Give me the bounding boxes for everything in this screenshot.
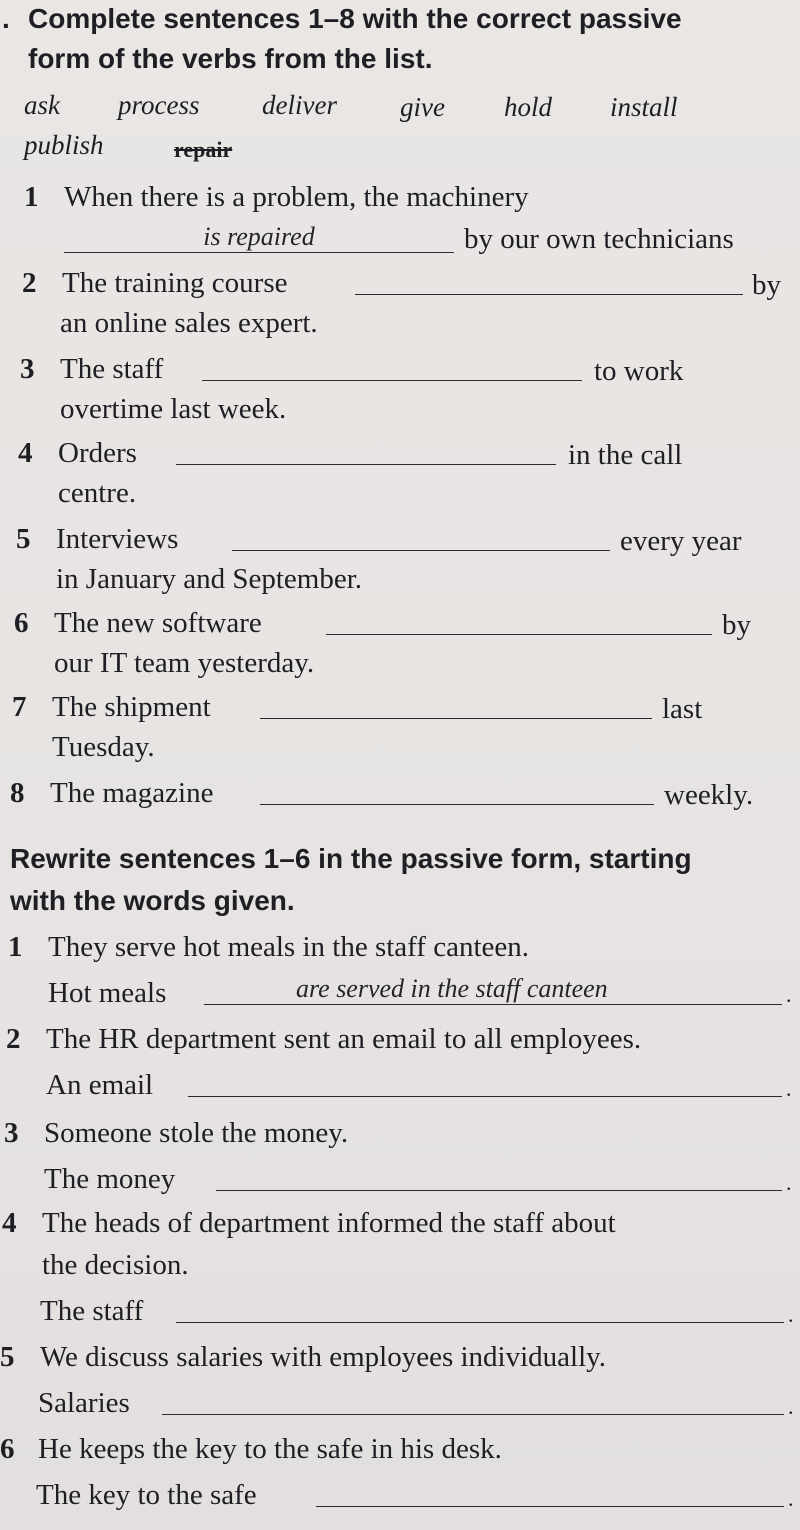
item-text: last xyxy=(662,693,703,725)
answer-blank[interactable] xyxy=(202,380,582,381)
period: . xyxy=(788,1486,794,1511)
item-number: 3 xyxy=(4,1117,19,1149)
item-number: 6 xyxy=(14,607,29,639)
answer-blank[interactable] xyxy=(355,294,743,295)
ex2-instruction-line1: Rewrite sentences 1–6 in the passive form, starting xyxy=(10,843,692,874)
item-text: The training course xyxy=(62,267,288,299)
ex1-instruction-line2: form of the verbs from the list. xyxy=(28,43,433,74)
item-text: The shipment xyxy=(52,691,211,723)
item-text: The magazine xyxy=(50,777,214,809)
answer-blank[interactable] xyxy=(216,1190,782,1191)
item-start-words: Hot meals xyxy=(48,977,167,1009)
item-text: our IT team yesterday. xyxy=(54,647,315,679)
answer-blank[interactable] xyxy=(316,1506,784,1507)
verb-item: ask xyxy=(24,90,60,120)
item-sentence: They serve hot meals in the staff canteen. xyxy=(48,931,530,963)
item-text: in January and September. xyxy=(56,563,363,595)
period: . xyxy=(788,1394,794,1419)
item-number: 6 xyxy=(0,1433,15,1465)
answer-blank[interactable] xyxy=(204,1004,782,1005)
period: . xyxy=(788,1302,794,1327)
item-text: Interviews xyxy=(56,523,179,555)
answer-blank[interactable] xyxy=(326,634,712,635)
item-number: 3 xyxy=(20,353,35,385)
handwritten-answer: are served in the staff canteen xyxy=(296,974,608,1003)
item-start-words: An email xyxy=(46,1069,154,1101)
ex1-instruction-line1: Complete sentences 1–8 with the correct passive xyxy=(28,3,682,34)
period: . xyxy=(786,1076,792,1101)
item-text: every year xyxy=(620,525,742,557)
item-number: 1 xyxy=(8,931,23,963)
item-sentence: He keeps the key to the safe in his desk. xyxy=(38,1433,502,1465)
verb-item-crossed: repair xyxy=(174,137,233,162)
item-number: 8 xyxy=(10,777,25,809)
verb-item: process xyxy=(118,90,200,120)
item-text: by our own technicians xyxy=(464,223,734,255)
item-text: weekly. xyxy=(664,779,754,811)
item-number: 7 xyxy=(12,691,27,723)
verb-item: give xyxy=(400,92,445,122)
answer-blank[interactable] xyxy=(176,464,556,465)
item-number: 1 xyxy=(24,181,39,213)
item-number: 4 xyxy=(2,1207,17,1239)
answer-blank[interactable] xyxy=(188,1096,782,1097)
period: . xyxy=(786,1170,792,1195)
verb-item: publish xyxy=(24,130,104,160)
item-sentence: The HR department sent an email to all employees. xyxy=(46,1023,642,1055)
verb-item: deliver xyxy=(262,90,337,120)
item-start-words: Salaries xyxy=(38,1387,130,1419)
period: . xyxy=(786,982,792,1007)
answer-blank[interactable] xyxy=(260,718,652,719)
answer-blank[interactable] xyxy=(176,1322,784,1323)
answer-blank[interactable] xyxy=(232,550,610,551)
verb-item: install xyxy=(610,92,678,122)
item-start-words: The staff xyxy=(40,1295,144,1327)
verb-item: hold xyxy=(504,92,553,122)
item-number: 4 xyxy=(18,437,33,469)
item-text: Tuesday. xyxy=(52,731,155,763)
answer-blank[interactable] xyxy=(162,1414,784,1415)
item-number: 5 xyxy=(16,523,31,555)
item-number: 2 xyxy=(6,1023,21,1055)
item-text: an online sales expert. xyxy=(60,307,318,339)
item-sentence: The heads of department informed the staff about xyxy=(42,1207,616,1239)
item-text: centre. xyxy=(58,477,137,509)
item-number: 5 xyxy=(0,1341,15,1373)
item-text: The new software xyxy=(54,607,262,639)
item-sentence-cont: the decision. xyxy=(42,1249,189,1281)
item-start-words: The money xyxy=(44,1163,176,1195)
answer-blank[interactable] xyxy=(64,252,454,253)
item-text: The staff xyxy=(60,353,164,385)
item-text: to work xyxy=(594,355,684,387)
handwritten-answer: is repaired xyxy=(203,222,315,251)
item-text: Orders xyxy=(58,437,137,469)
exercise-bullet: . xyxy=(2,3,10,34)
item-text: overtime last week. xyxy=(60,393,287,425)
item-sentence: We discuss salaries with employees individually. xyxy=(40,1341,607,1373)
item-sentence: Someone stole the money. xyxy=(44,1117,349,1149)
ex2-instruction-line2: with the words given. xyxy=(10,885,295,916)
item-text: When there is a problem, the machinery xyxy=(64,181,529,213)
item-number: 2 xyxy=(22,267,37,299)
answer-blank[interactable] xyxy=(260,804,654,805)
item-text: in the call xyxy=(568,439,683,471)
item-text: by xyxy=(752,269,781,301)
item-text: by xyxy=(722,609,751,641)
item-start-words: The key to the safe xyxy=(36,1479,257,1511)
